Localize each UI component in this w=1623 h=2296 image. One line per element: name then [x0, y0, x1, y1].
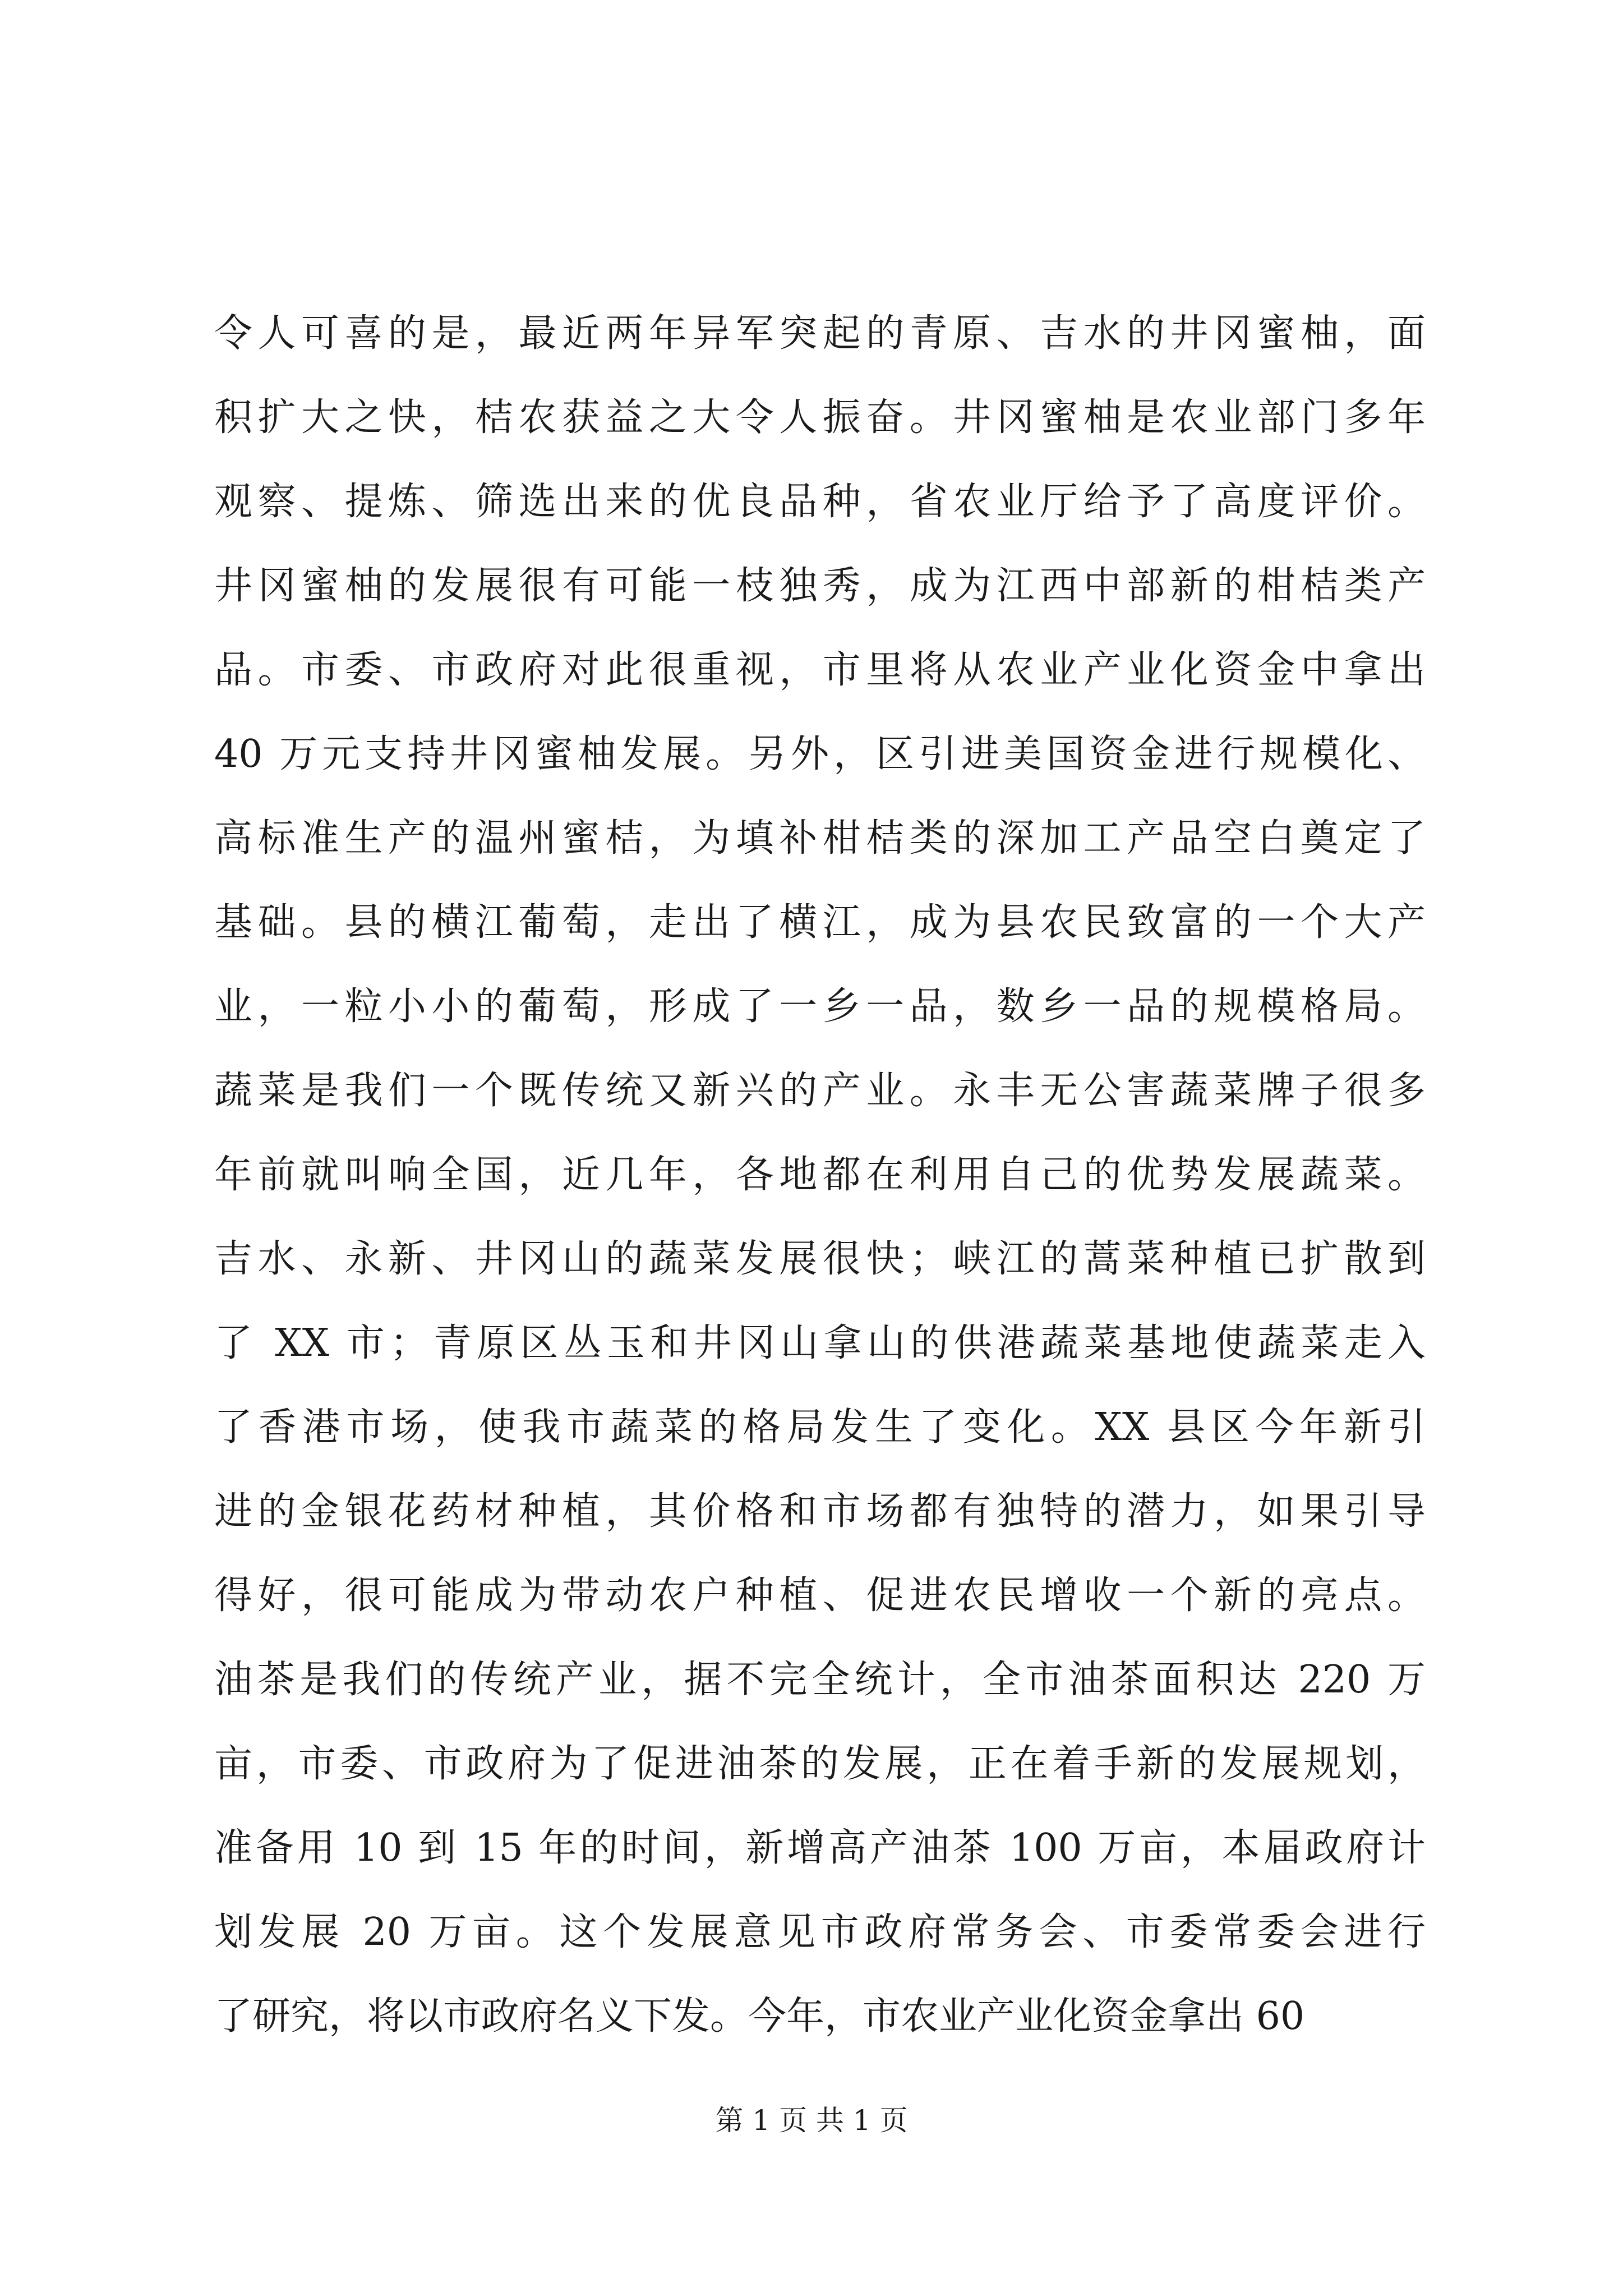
text-line: 观察、提炼、筛选出来的优良品种，省农业厅给予了高度评价。 [214, 480, 1426, 524]
text-line: 进的金银花药材种植，其价格和市场都有独特的潜力，如果引导 [214, 1489, 1426, 1534]
text-line: 业，一粒小小的葡萄，形成了一乡一品，数乡一品的规模格局。 [214, 984, 1426, 1029]
page-number-label: 第 1 页 共 1 页 [715, 2104, 908, 2137]
text-line: 准备用 10 到 15 年的时间，新增高产油茶 100 万亩，本届政府计 [214, 1826, 1426, 1870]
text-line: 了 XX 市；青原区丛玉和井冈山拿山的供港蔬菜基地使蔬菜走入 [214, 1321, 1426, 1365]
text-line: 亩，市委、市政府为了促进油茶的发展，正在着手新的发展规划， [214, 1742, 1426, 1786]
text-line: 年前就叫响全国，近几年，各地都在利用自己的优势发展蔬菜。 [214, 1153, 1426, 1197]
text-line: 高标准生产的温州蜜桔，为填补柑桔类的深加工产品空白奠定了 [214, 816, 1426, 861]
text-line: 井冈蜜柚的发展很有可能一枝独秀，成为江西中部新的柑桔类产 [214, 564, 1426, 608]
text-line: 油茶是我们的传统产业，据不完全统计，全市油茶面积达 220 万 [214, 1658, 1426, 1702]
text-line: 品。市委、市政府对此很重视，市里将从农业产业化资金中拿出 [214, 648, 1426, 692]
text-line: 了研究，将以市政府名义下发。今年，市农业产业化资金拿出 60 [214, 1994, 1305, 2039]
text-line: 吉水、永新、井冈山的蔬菜发展很快；峡江的蒿菜种植已扩散到 [214, 1237, 1426, 1281]
text-line: 得好，很可能成为带动农户种植、促进农民增收一个新的亮点。 [214, 1573, 1426, 1618]
body-text [214, 292, 1426, 2059]
text-line: 蔬菜是我们一个既传统又新兴的产业。永丰无公害蔬菜牌子很多 [214, 1069, 1426, 1113]
text-line: 40 万元支持井冈蜜柚发展。另外，区引进美国资金进行规模化、 [214, 732, 1426, 776]
text-line: 基础。县的横江葡萄，走出了横江，成为县农民致富的一个大产 [214, 900, 1426, 945]
text-line: 了香港市场，使我市蔬菜的格局发生了变化。XX 县区今年新引 [214, 1405, 1426, 1450]
text-line: 积扩大之快，桔农获益之大令人振奋。井冈蜜柚是农业部门多年 [214, 395, 1426, 440]
page-footer [0, 2098, 1623, 2143]
text-line: 划发展 20 万亩。这个发展意见市政府常务会、市委常委会进行 [214, 1910, 1426, 1954]
text-line: 令人可喜的是，最近两年异军突起的青原、吉水的井冈蜜柚，面 [214, 311, 1426, 356]
